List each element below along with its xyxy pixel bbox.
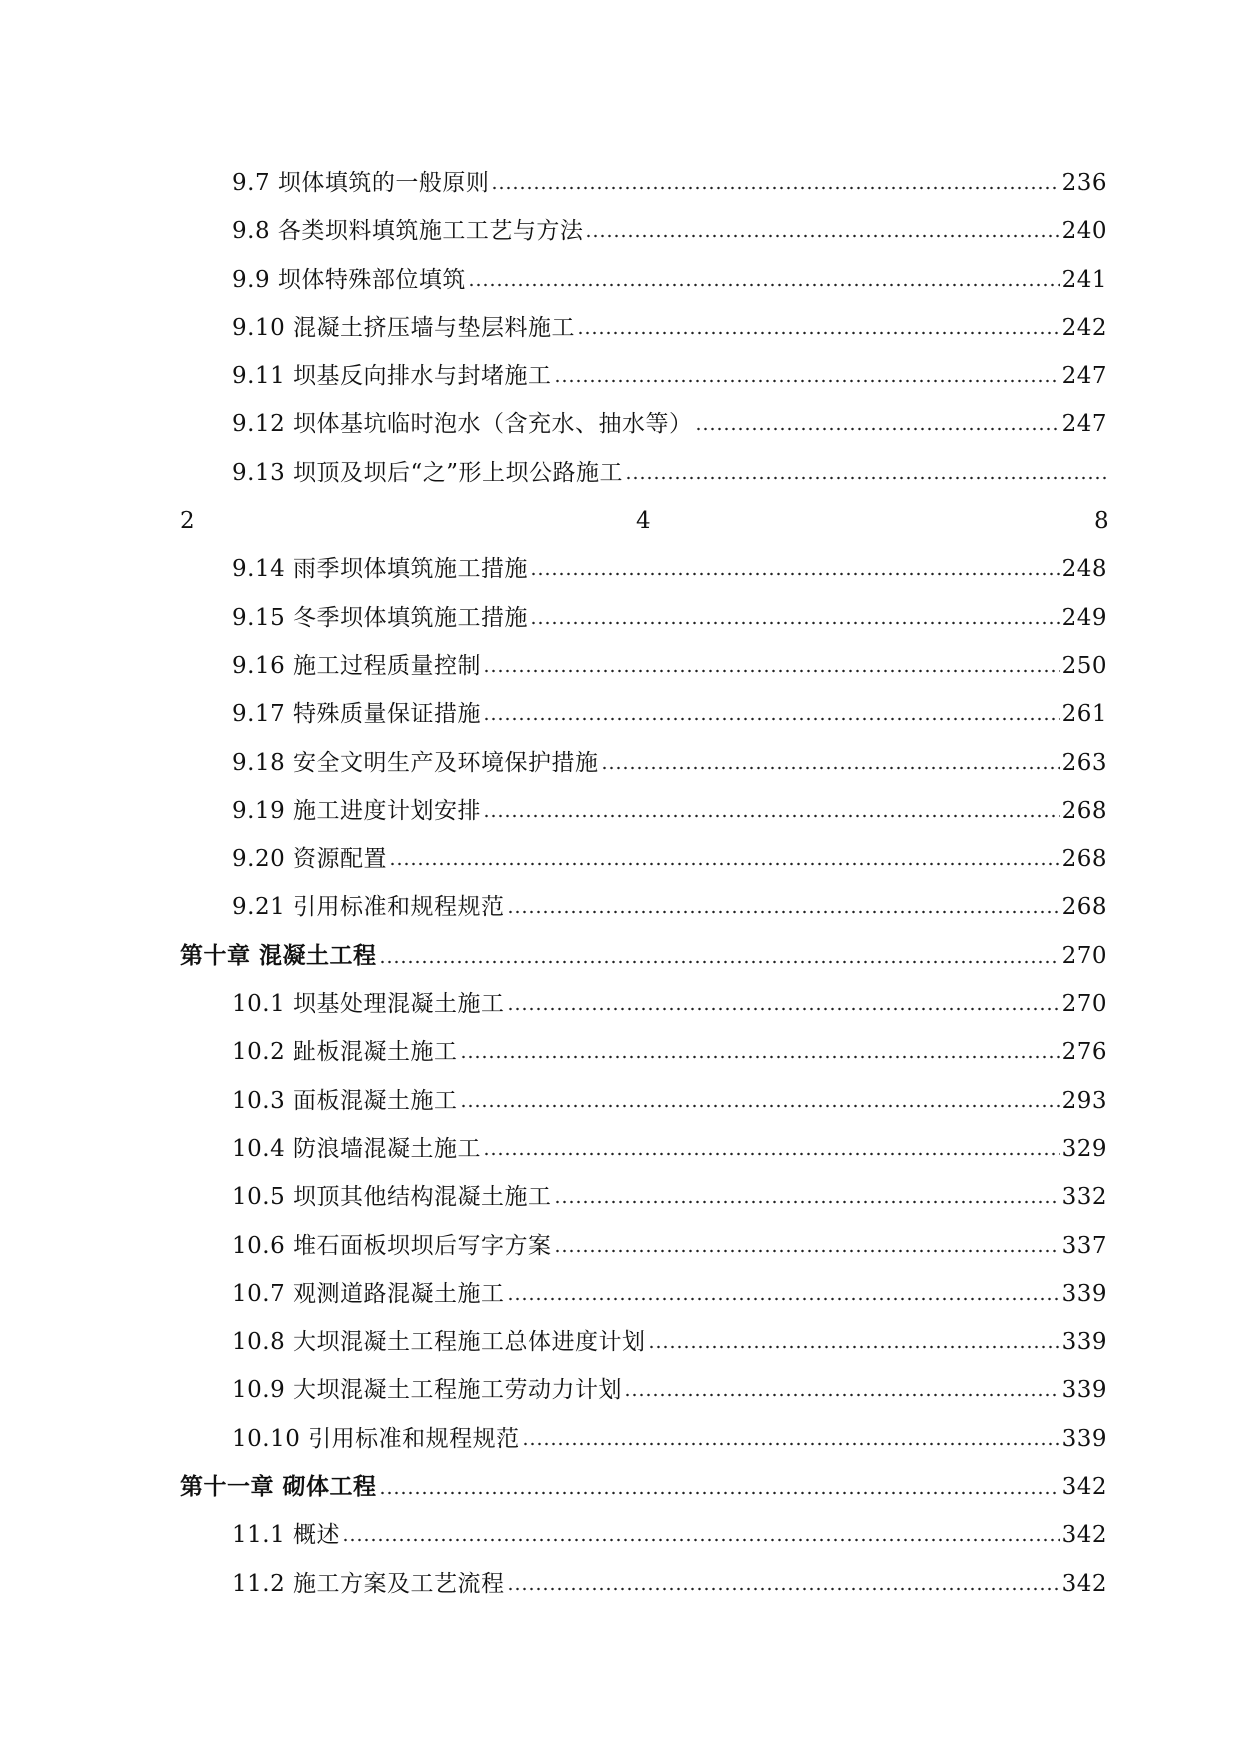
dot-leader — [342, 1538, 1060, 1542]
toc-entry-page: 248 — [1061, 556, 1107, 583]
toc-entry-title: 9.11 坝基反向排水与封堵施工 — [232, 363, 552, 390]
toc-entry-title: 9.21 引用标准和规程规范 — [232, 894, 505, 921]
dot-leader — [577, 331, 1060, 335]
toc-entry-title: 10.7 观测道路混凝土施工 — [232, 1280, 505, 1307]
toc-entry-page: 250 — [1061, 652, 1107, 679]
toc-entry[interactable] — [0, 166, 1241, 214]
page-digit: 4 — [636, 508, 651, 535]
toc-entry-page: 263 — [1061, 749, 1107, 776]
toc-entry[interactable] — [0, 1277, 1241, 1325]
toc-entry[interactable] — [0, 1373, 1241, 1421]
toc-entry[interactable] — [0, 407, 1241, 455]
dot-leader — [379, 1491, 1060, 1495]
dot-leader — [379, 960, 1060, 964]
dot-leader — [460, 1104, 1060, 1108]
toc-entry-page: 339 — [1061, 1329, 1107, 1356]
chapter-title: 第十章 混凝土工程 — [180, 942, 377, 969]
toc-entry-page: 293 — [1061, 1087, 1107, 1114]
toc-entry-title: 11.2 施工方案及工艺流程 — [232, 1570, 505, 1597]
toc-entry[interactable] — [0, 1132, 1241, 1180]
dot-leader — [585, 234, 1059, 238]
toc-entry-page: 339 — [1061, 1425, 1107, 1452]
toc-entry[interactable] — [0, 1035, 1241, 1083]
chapter-page: 270 — [1061, 942, 1107, 969]
toc-entry-title: 10.8 大坝混凝土工程施工总体进度计划 — [232, 1329, 646, 1356]
toc-entry[interactable] — [0, 601, 1241, 649]
toc-entry-title: 10.3 面板混凝土施工 — [232, 1087, 458, 1114]
toc-entry-page: 241 — [1061, 266, 1107, 293]
toc-entry-page: 268 — [1061, 894, 1107, 921]
toc-entry-page: 276 — [1061, 1039, 1107, 1066]
dot-leader — [483, 669, 1060, 673]
toc-entry[interactable] — [0, 1422, 1241, 1470]
toc-entry-title: 9.9 坝体特殊部位填筑 — [232, 266, 466, 293]
dot-leader — [507, 910, 1060, 914]
toc-entry-page: 342 — [1061, 1570, 1107, 1597]
toc-entry[interactable] — [0, 359, 1241, 407]
toc-entry[interactable] — [0, 697, 1241, 745]
dot-leader — [507, 1007, 1060, 1011]
dot-leader — [507, 1297, 1060, 1301]
toc-entry-title: 9.13 坝顶及坝后“之”形上坝公路施工 — [232, 459, 624, 486]
chapter-title: 第十一章 砌体工程 — [180, 1474, 377, 1501]
toc-entry-page: 261 — [1061, 701, 1107, 728]
toc-entry[interactable] — [0, 890, 1241, 938]
toc-entry-title: 10.1 坝基处理混凝土施工 — [232, 991, 505, 1018]
toc-entry[interactable] — [0, 649, 1241, 697]
toc-entry-title: 9.14 雨季坝体填筑施工措施 — [232, 556, 529, 583]
toc-entry-page: 270 — [1061, 991, 1107, 1018]
toc-entry[interactable] — [0, 1180, 1241, 1228]
dot-leader — [554, 1249, 1060, 1253]
toc-chapter-10[interactable] — [0, 939, 1241, 987]
toc-entry-page: 268 — [1061, 846, 1107, 873]
toc-entry[interactable] — [0, 214, 1241, 262]
toc-entry-title: 9.15 冬季坝体填筑施工措施 — [232, 604, 529, 631]
toc-entry-page: 337 — [1061, 1232, 1107, 1259]
dot-leader — [530, 621, 1060, 625]
toc-entry[interactable] — [0, 1229, 1241, 1277]
dot-leader — [507, 1587, 1060, 1591]
wrapped-page-number — [0, 504, 1241, 552]
toc-entry[interactable] — [0, 1325, 1241, 1373]
toc-chapter-11[interactable] — [0, 1470, 1241, 1518]
toc-entry[interactable] — [0, 746, 1241, 794]
dot-leader — [483, 717, 1060, 721]
page-digit: 8 — [1094, 508, 1109, 535]
dot-leader — [530, 572, 1060, 576]
toc-entry-title: 9.20 资源配置 — [232, 846, 388, 873]
dot-leader — [625, 476, 1107, 480]
toc-entry-title: 9.18 安全文明生产及环境保护措施 — [232, 749, 599, 776]
toc-entry[interactable] — [0, 456, 1241, 504]
toc-entry-title: 10.10 引用标准和规程规范 — [232, 1425, 520, 1452]
toc-entry-title: 10.9 大坝混凝土工程施工劳动力计划 — [232, 1377, 623, 1404]
toc-entry[interactable] — [0, 552, 1241, 600]
dot-leader — [468, 283, 1060, 287]
dot-leader — [648, 1345, 1060, 1349]
chapter-page: 342 — [1061, 1474, 1107, 1501]
dot-leader — [491, 186, 1059, 190]
toc-entry-page: 342 — [1061, 1522, 1107, 1549]
toc-entry-title: 10.5 坝顶其他结构混凝土施工 — [232, 1184, 552, 1211]
dot-leader — [483, 1152, 1060, 1156]
toc-entry-page: 242 — [1061, 314, 1107, 341]
page-digit: 2 — [180, 508, 195, 535]
dot-leader — [554, 379, 1060, 383]
dot-leader — [554, 1200, 1060, 1204]
toc-entry-title: 11.1 概述 — [232, 1522, 341, 1549]
toc-entry[interactable] — [0, 263, 1241, 311]
toc-entry-title: 9.10 混凝土挤压墙与垫层料施工 — [232, 314, 576, 341]
toc-entry-page: 339 — [1061, 1377, 1107, 1404]
toc-entry[interactable] — [0, 311, 1241, 359]
toc-entry-page: 247 — [1061, 363, 1107, 390]
dot-leader — [522, 1442, 1060, 1446]
toc-entry[interactable] — [0, 987, 1241, 1035]
toc-entry-title: 9.19 施工进度计划安排 — [232, 797, 482, 824]
toc-entry-title: 9.16 施工过程质量控制 — [232, 652, 482, 679]
toc-entry-page: 332 — [1061, 1184, 1107, 1211]
toc-entry-page: 339 — [1061, 1280, 1107, 1307]
toc-entry[interactable] — [0, 1518, 1241, 1566]
toc-entry-title: 10.4 防浪墙混凝土施工 — [232, 1135, 482, 1162]
toc-entry-page: 249 — [1061, 604, 1107, 631]
toc-entry-title: 10.6 堆石面板坝坝后写字方案 — [232, 1232, 552, 1259]
toc-entry[interactable] — [0, 1084, 1241, 1132]
toc-entry-page: 329 — [1061, 1135, 1107, 1162]
dot-leader — [624, 1393, 1060, 1397]
toc-entry-page: 240 — [1061, 218, 1107, 245]
dot-leader — [389, 862, 1060, 866]
toc-entry-page: 236 — [1061, 170, 1107, 196]
dot-leader — [483, 814, 1060, 818]
toc-entry-title: 9.12 坝体基坑临时泡水（含充水、抽水等） — [232, 411, 693, 438]
dot-leader — [460, 1055, 1060, 1059]
toc-entry-title: 10.2 趾板混凝土施工 — [232, 1039, 458, 1066]
dot-leader — [695, 427, 1060, 431]
dot-leader — [601, 766, 1060, 770]
toc-entry[interactable] — [0, 794, 1241, 842]
toc-entry[interactable] — [0, 842, 1241, 890]
toc-entry-title: 9.7 坝体填筑的一般原则 — [232, 170, 490, 196]
toc-entry-title: 9.17 特殊质量保证措施 — [232, 701, 482, 728]
toc-entry-page: 268 — [1061, 797, 1107, 824]
toc-entry-page: 247 — [1061, 411, 1107, 438]
table-of-contents — [0, 166, 1241, 1615]
toc-entry-title: 9.8 各类坝料填筑施工工艺与方法 — [232, 218, 584, 245]
toc-entry[interactable] — [0, 1567, 1241, 1615]
